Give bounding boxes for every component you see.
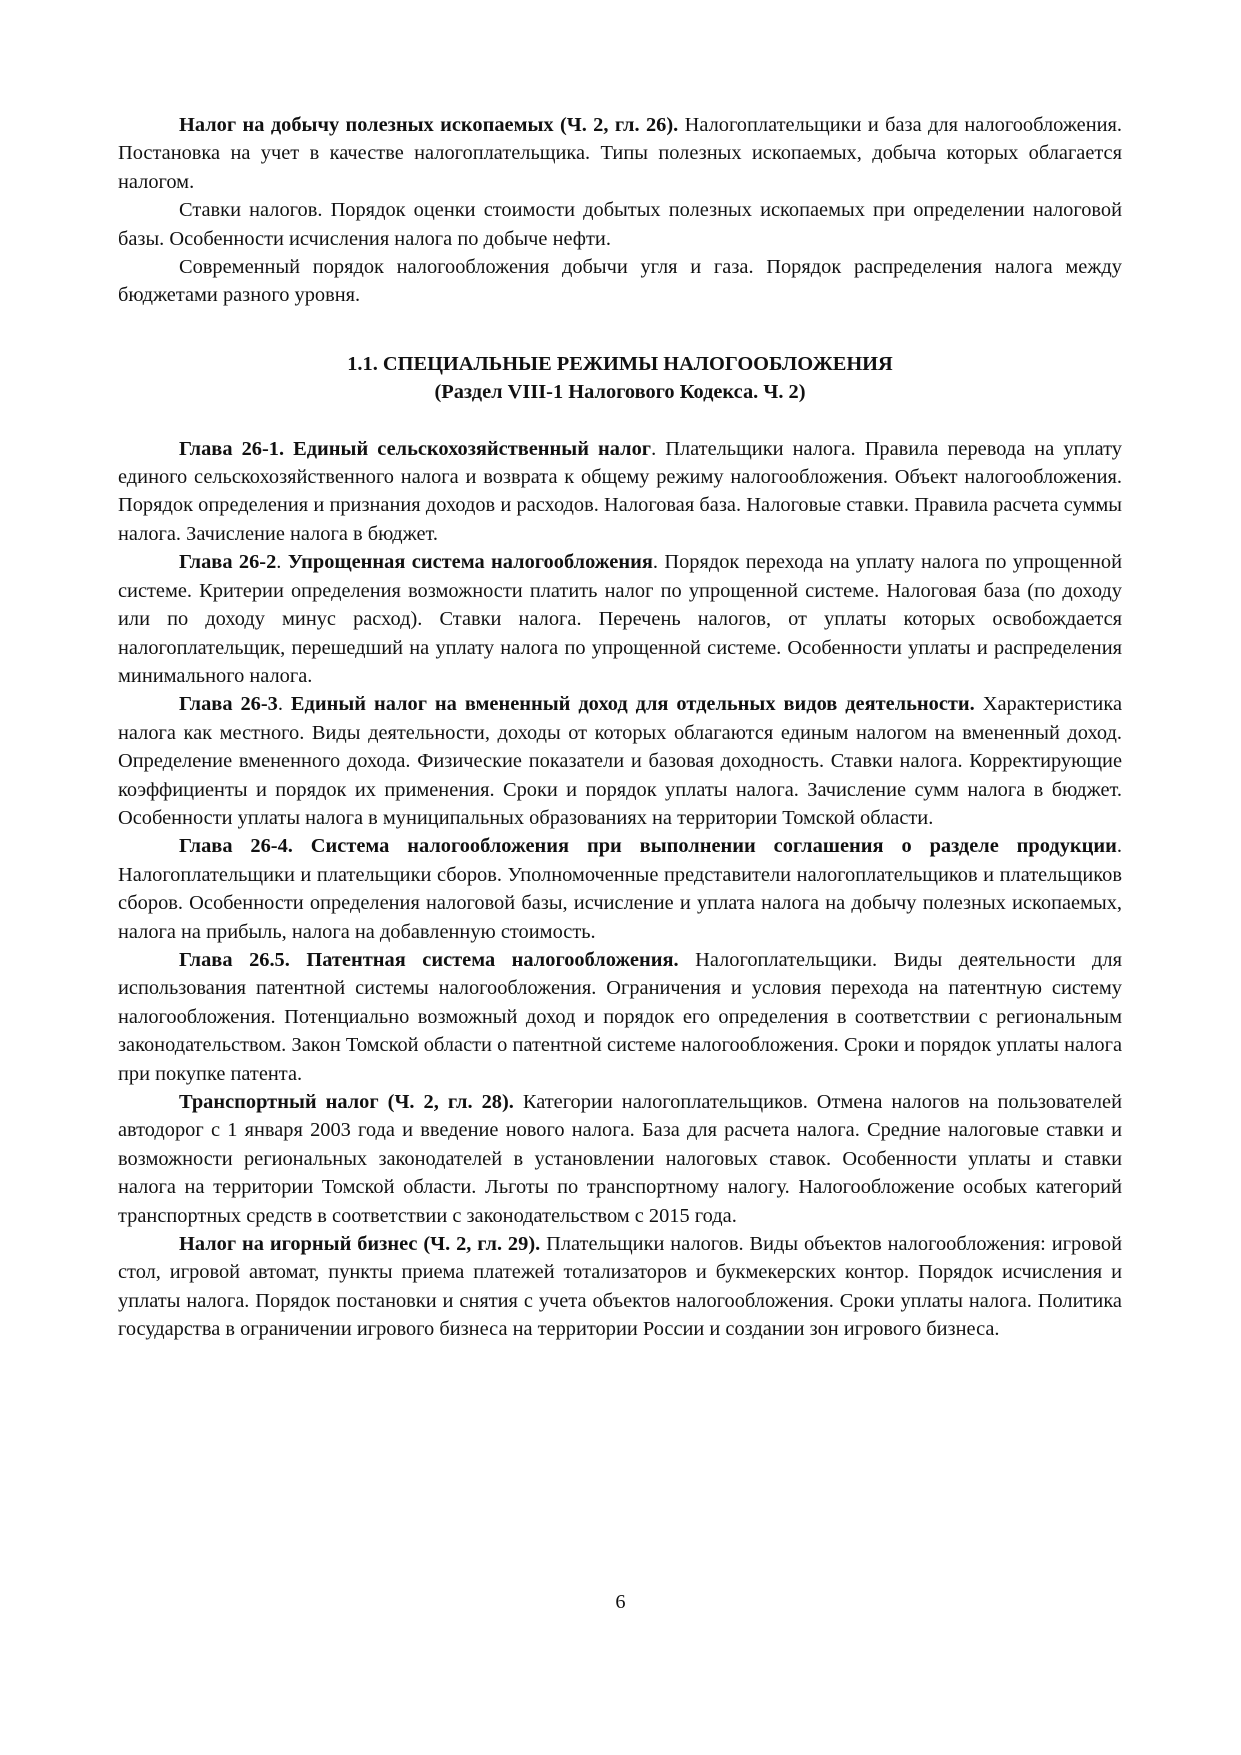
paragraph-heading: Глава 26-4. Система налогообложения при выполнении соглашения о разделе продукции	[179, 835, 1117, 858]
paragraph-text: . Плательщики налога. Правила перевода на уплату единого сельскохозяйственного налога и возврата к общему режиму налогообложения. Объект налогообложения. Порядок определения и признания доходов и расходов. Налоговая база. Налоговые ставки. Правила расчета суммы налога. Зачисление налога в бюджет.	[118, 437, 1122, 545]
paragraph-chapter-26-2	[118, 548, 1122, 690]
section-subtitle: (Раздел VIII-1 Налогового Кодекса. Ч. 2)	[434, 381, 806, 404]
paragraph-heading: Глава 26-3	[179, 693, 278, 716]
paragraph-chapter-26-4	[118, 832, 1122, 946]
paragraph-chapter-26-3	[118, 690, 1122, 832]
paragraph-mineral-extraction-tax	[118, 111, 1122, 196]
paragraph-transport-tax	[118, 1088, 1122, 1230]
paragraph-heading-title: Упрощенная система налогообложения	[287, 551, 653, 574]
paragraph-separator: .	[276, 551, 288, 574]
section-title: 1.1. СПЕЦИАЛЬНЫЕ РЕЖИМЫ НАЛОГООБЛОЖЕНИЯ	[347, 352, 893, 375]
paragraph-heading: Налог на добычу полезных ископаемых (Ч. 2, гл. 26).	[179, 114, 679, 136]
document-page	[118, 111, 1122, 1344]
paragraph-tax-rates	[118, 196, 1122, 253]
paragraph-chapter-26-1	[118, 435, 1122, 549]
paragraph-text: . Налогоплательщики и плательщики сборов. Уполномоченные представители налогоплательщиков и плательщиков сборов. Особенности определения налоговой базы, исчисление и уплата налога на добычу полезных ископаемых, налога на прибыль, налога на добавленную стоимость.	[118, 835, 1122, 943]
paragraph-heading-title: Единый налог на вмененный доход для отдельных видов деятельности.	[290, 693, 975, 716]
paragraph-heading: Глава 26-2	[179, 551, 277, 574]
paragraph-text: . Порядок перехода на уплату налога по упрощенной системе. Критерии определения возможности платить налог по упрощенной системе. Налоговая база (по доходу или по доходу минус расход). Ставки налога. Перечень налогов, от уплаты которых освобождается налогоплательщик, перешедший на уплату налога по упрощенной системе. Особенности уплаты и распределения минимального налога.	[118, 551, 1122, 687]
paragraph-text: Налогоплательщики и база для налогообложения. Постановка на учет в качестве налогоплательщика. Типы полезных ископаемых, добыча которых облагается налогом.	[118, 114, 1122, 193]
paragraph-gambling-tax	[118, 1230, 1122, 1344]
paragraph-text: Современный порядок налогообложения добычи угля и газа. Порядок распределения налога между бюджетами разного уровня.	[118, 256, 1122, 307]
paragraph-heading: Глава 26.5. Патентная система налогообложения.	[179, 948, 679, 971]
paragraph-heading: Транспортный налог (Ч. 2, гл. 28).	[179, 1091, 514, 1113]
paragraph-text: Характеристика налога как местного. Виды деятельности, доходы от которых облагаются единым налогом на вмененный доход. Определение вмененного дохода. Физические показатели и базовая доходность. Ставки налога. Корректирующие коэффициенты и порядок их применения. Сроки и порядок уплаты налога. Зачисление сумм налога в бюджет. Особенности уплаты налога в муниципальных образованиях на территории Томской области.	[118, 693, 1122, 829]
paragraph-separator: .	[277, 693, 291, 716]
page-number: 6	[615, 1591, 626, 1613]
paragraph-heading: Налог на игорный бизнес (Ч. 2, гл. 29).	[179, 1233, 541, 1256]
paragraph-text: Категории налогоплательщиков. Отмена налогов на пользователей автодорог с 1 января 2003 года и введение нового налога. База для расчета налога. Средние налоговые ставки и возможности региональных законодателей в установлении налоговых ставок. Особенности уплаты и ставки налога на территории Томской области. Льготы по транспортному налогу. Налогообложение особых категорий транспортных средств в соответствии с законодательством с 2015 года.	[118, 1091, 1122, 1227]
paragraph-heading: Глава 26-1. Единый сельскохозяйственный налог	[179, 437, 652, 460]
paragraph-text: Плательщики налогов. Виды объектов налогообложения: игровой стол, игровой автомат, пункты приема платежей тотализаторов и букмекерских контор. Порядок исчисления и уплаты налога. Порядок постановки и снятия с учета объектов налогообложения. Сроки уплаты налога. Политика государства в ограничении игрового бизнеса на территории России и создании зон игрового бизнеса.	[118, 1233, 1122, 1341]
paragraph-chapter-26-5	[118, 946, 1122, 1088]
paragraph-text: Налогоплательщики. Виды деятельности для использования патентной системы налогообложения. Ограничения и условия перехода на патентную систему налогообложения. Потенциально возможный доход и порядок его определения в соответствии с региональным законодательством. Закон Томской области о патентной системе налогообложения. Сроки и порядок уплаты налога при покупке патента.	[118, 948, 1122, 1085]
paragraph-coal-gas-taxation	[118, 253, 1122, 310]
paragraph-text: Ставки налогов. Порядок оценки стоимости добытых полезных ископаемых при определении налоговой базы. Особенности исчисления налога по добыче нефти.	[118, 199, 1122, 250]
